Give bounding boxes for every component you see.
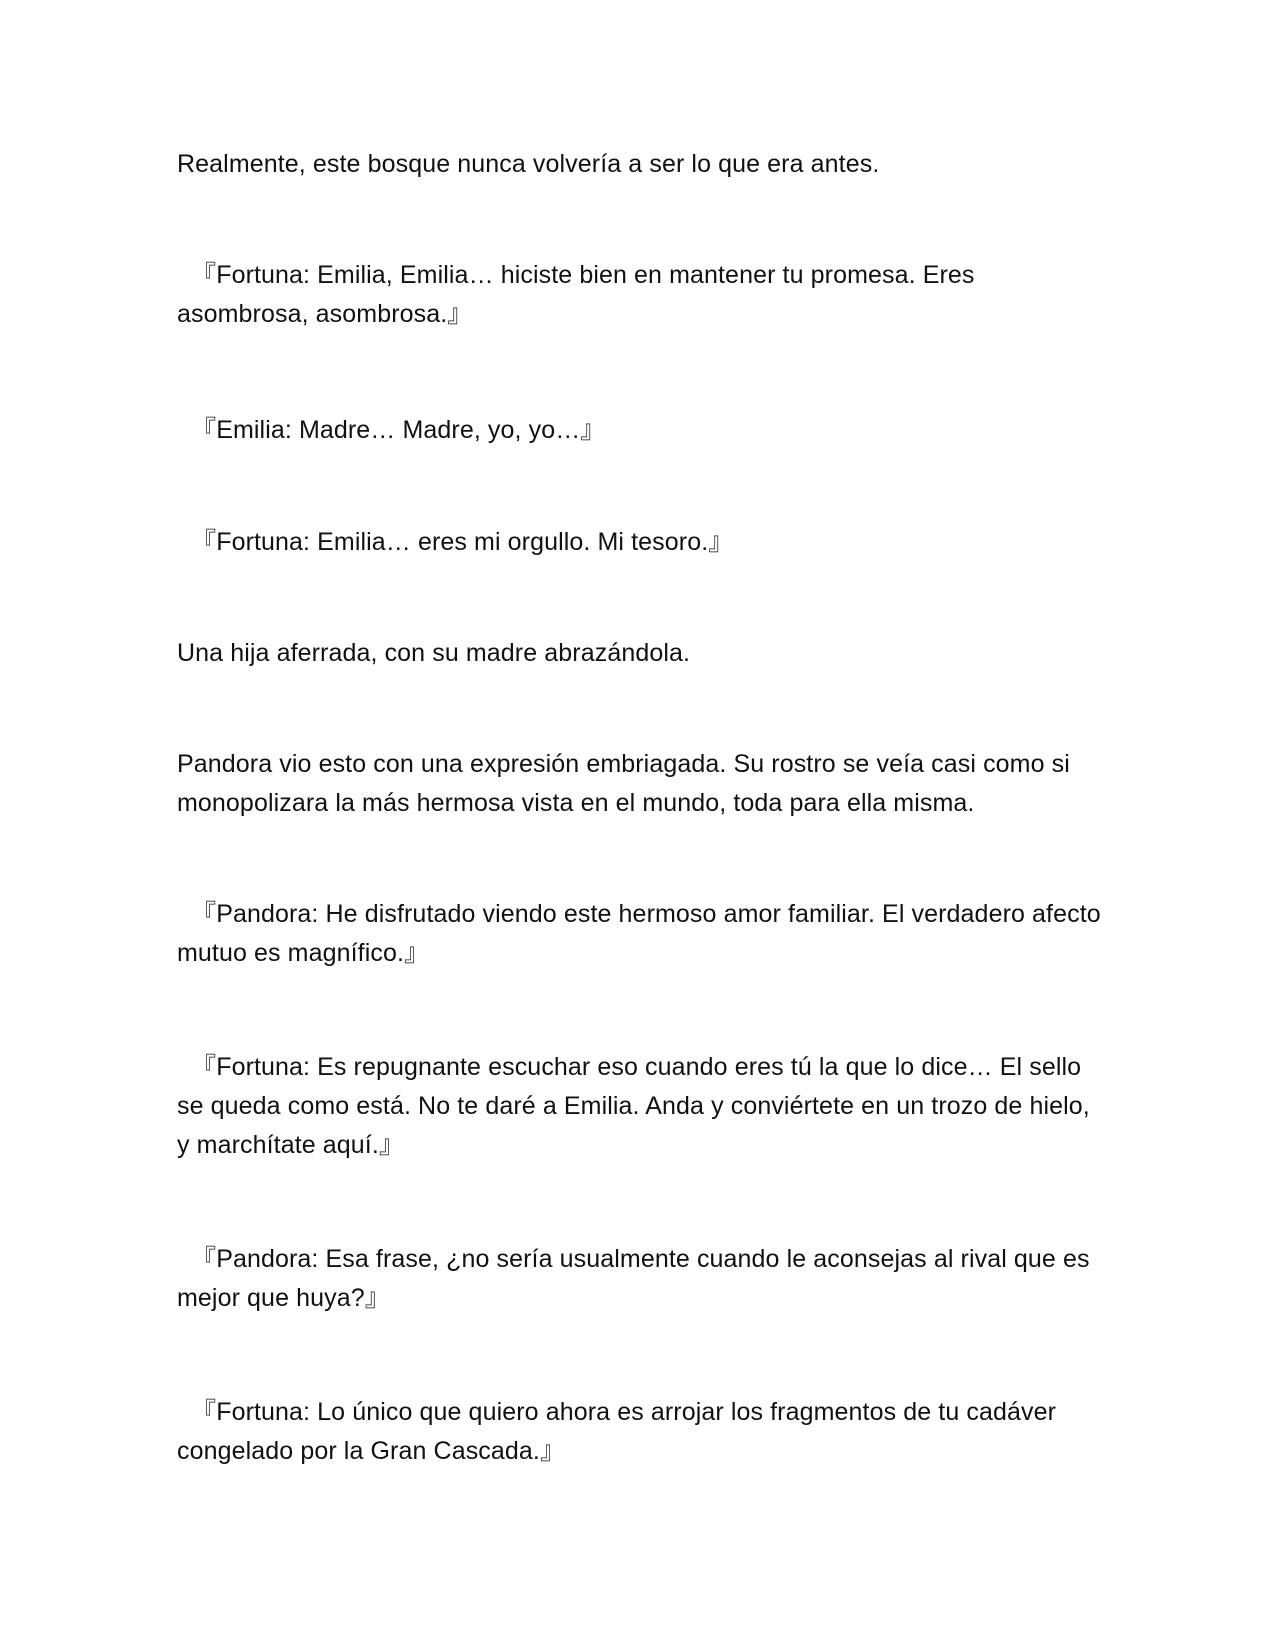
paragraph-narration: Pandora vio esto con una expresión embriagada. Su rostro se veía casi como si monopolizara la más hermosa vista en el mundo, toda para ella misma. bbox=[177, 750, 1070, 817]
paragraph-dialogue-fortuna: 『Fortuna: Emilia… eres mi orgullo. Mi tesoro.』 bbox=[177, 528, 734, 556]
paragraph-dialogue-fortuna: 『Fortuna: Emilia, Emilia… hiciste bien en mantener tu promesa. Eres asombrosa, asombrosa.』 bbox=[177, 261, 975, 328]
paragraph-dialogue-fortuna: 『Fortuna: Lo único que quiero ahora es arrojar los fragmentos de tu cadáver congelado por la Gran Cascada.』 bbox=[177, 1398, 1057, 1465]
paragraph-narration: Una hija aferrada, con su madre abrazándola. bbox=[177, 639, 691, 667]
paragraph-dialogue-emilia: 『Emilia: Madre… Madre, yo, yo…』 bbox=[177, 416, 606, 444]
paragraph-narration: Realmente, este bosque nunca volvería a ser lo que era antes. bbox=[177, 150, 880, 178]
paragraph-dialogue-pandora: 『Pandora: He disfrutado viendo este hermoso amor familiar. El verdadero afecto mutuo es magnífico.』 bbox=[177, 900, 1101, 967]
paragraph-dialogue-fortuna: 『Fortuna: Es repugnante escuchar eso cuando eres tú la que lo dice… El sello se queda como está. No te daré a Emilia. Anda y conviértete en un trozo de hielo, y marchítate aquí.』 bbox=[177, 1053, 1090, 1159]
paragraph-dialogue-pandora: 『Pandora: Esa frase, ¿no sería usualmente cuando le aconsejas al rival que es mejor que huya?』 bbox=[177, 1245, 1090, 1312]
